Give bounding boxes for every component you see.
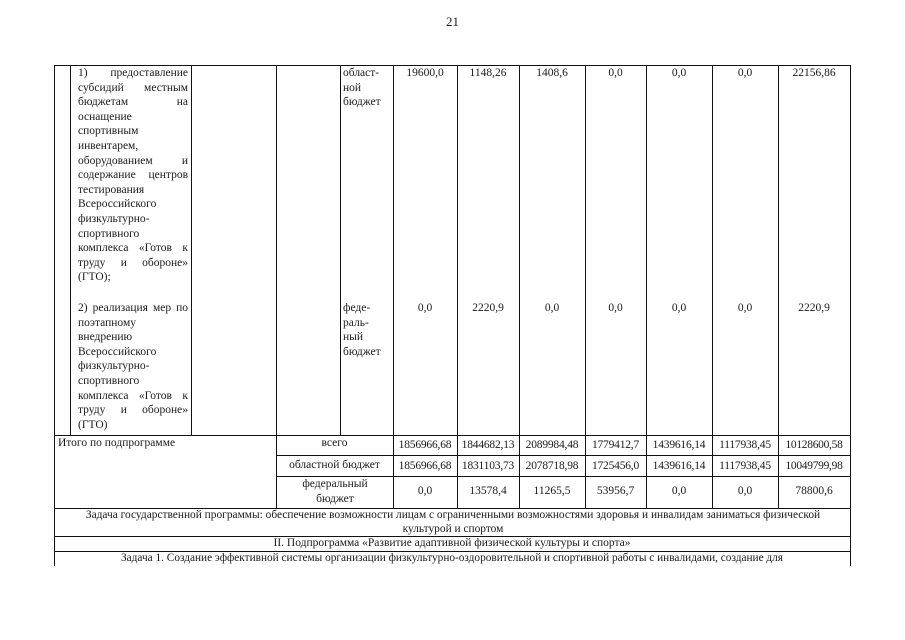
value-cell: 2089984,48 xyxy=(525,439,579,451)
value-cell: 1408,6 xyxy=(536,67,568,79)
page-number: 21 xyxy=(446,14,459,29)
value-cell: 22156,86 xyxy=(792,67,836,79)
value-cell: 2078718,98 xyxy=(525,460,579,472)
subtotal-source: федеральный бюджет xyxy=(302,478,368,505)
value-cell: 1439616,14 xyxy=(652,460,706,472)
funding-source: област-ной бюджет xyxy=(343,67,381,109)
value-cell: 2220,9 xyxy=(472,302,504,314)
value-cell: 0,0 xyxy=(608,67,623,79)
value-cell: 1831103,73 xyxy=(461,460,515,472)
value-cell: 1439616,14 xyxy=(652,439,706,451)
value-cell: 1844682,13 xyxy=(461,439,515,451)
subtotal-label: Итого по подпрограмме xyxy=(58,437,176,449)
value-cell: 1779412,7 xyxy=(591,439,640,451)
value-cell: 10049799,98 xyxy=(785,460,843,472)
value-cell: 0,0 xyxy=(671,67,687,79)
task1-row: Задача 1. Создание эффективной системы организации физкультурно-оздоровительной и спортивной работы с инвалидами, создание для xyxy=(120,552,783,564)
value-cell: 1725456,0 xyxy=(591,460,640,472)
value-cell: 10128600,58 xyxy=(785,439,843,451)
subtotal-source: всего xyxy=(321,437,348,449)
value-cell: 2220,9 xyxy=(798,302,830,314)
program-task-row: Задача государственной программы: обеспечение возможности лицам с ограниченными возможностями здоровья и инвалидам заниматься физической культурой и спортом xyxy=(85,509,821,535)
value-cell: 0,0 xyxy=(737,485,753,497)
value-cell: 0,0 xyxy=(417,485,433,497)
event-description: 1) предоставление субсидий местным бюджетам на оснащение спортивным инвентарем, оборудованием и содержание центров тестирования Всероссийского физкультурно-спортивного комплекса «Готов к труду и обороне» (ГТО); xyxy=(78,67,188,284)
subprogram-title: II. Подпрограмма «Развитие адаптивной физической культуры и спорта» xyxy=(273,537,631,549)
value-cell: 0,0 xyxy=(671,485,687,497)
value-cell: 1117938,45 xyxy=(719,439,771,451)
value-cell: 0,0 xyxy=(417,302,433,314)
value-cell: 78800,6 xyxy=(795,485,833,497)
event-description: 2) реализация мер по поэтапному внедрению Всероссийского физкультурно-спортивного комплекса «Готов к труду и обороне» (ГТО) xyxy=(78,302,188,431)
value-cell: 13578,4 xyxy=(469,485,507,497)
value-cell: 1856966,68 xyxy=(398,439,452,451)
value-cell: 0,0 xyxy=(737,67,753,79)
value-cell: 0,0 xyxy=(608,302,623,314)
funding-source: феде-раль-ный бюджет xyxy=(343,302,381,358)
value-cell: 1148,26 xyxy=(469,67,507,79)
value-cell: 0,0 xyxy=(544,302,560,314)
value-cell: 19600,0 xyxy=(406,67,444,79)
value-cell: 1856966,68 xyxy=(398,460,452,472)
value-cell: 11265,5 xyxy=(533,485,571,497)
value-cell: 53956,7 xyxy=(596,485,635,497)
value-cell: 0,0 xyxy=(671,302,687,314)
value-cell: 1117938,45 xyxy=(719,460,771,472)
value-cell: 0,0 xyxy=(737,302,753,314)
subtotal-source: областной бюджет xyxy=(289,459,380,471)
